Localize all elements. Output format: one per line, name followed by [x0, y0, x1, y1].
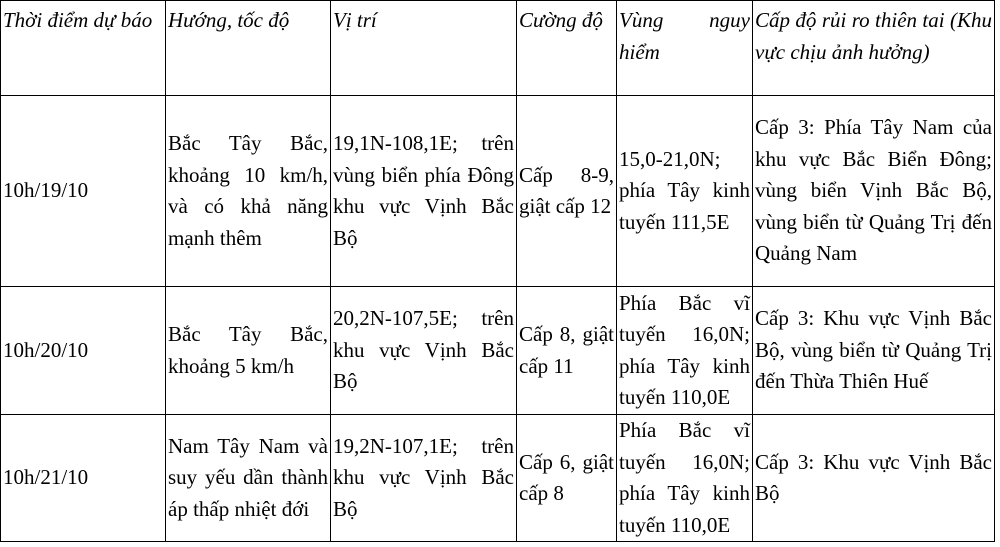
table-row [1, 415, 995, 542]
cell-risk-level: Cấp 3: Khu vực Vịnh Bắc Bộ [753, 415, 995, 542]
table-row [1, 287, 995, 415]
cell-intensity: Cấp 8, giật cấp 11 [517, 287, 617, 415]
cell-direction: Bắc Tây Bắc, khoảng 5 km/h [166, 287, 331, 415]
table-row [1, 96, 995, 287]
header-intensity: Cường độ [517, 1, 617, 96]
cell-danger-zone: 15,0-21,0N; phía Tây kinh tuyến 111,5E [617, 96, 753, 287]
cell-time: 10h/21/10 [1, 415, 166, 542]
cell-direction: Bắc Tây Bắc, khoảng 10 km/h, và có khả năng mạnh thêm [166, 96, 331, 287]
header-risk-level: Cấp độ rủi ro thiên tai (Khu vực chịu ảnh hưởng) [753, 1, 995, 96]
cell-direction: Nam Tây Nam và suy yếu dần thành áp thấp nhiệt đới [166, 415, 331, 542]
cell-time: 10h/19/10 [1, 96, 166, 287]
header-position: Vị trí [331, 1, 517, 96]
cell-risk-level: Cấp 3: Phía Tây Nam của khu vực Bắc Biển Đông; vùng biển Vịnh Bắc Bộ, vùng biển từ Quảng Trị đến Quảng Nam [753, 96, 995, 287]
cell-position: 19,2N-107,1E; trên khu vực Vịnh Bắc Bộ [331, 415, 517, 542]
header-danger-zone: Vùng nguy hiểm [617, 1, 753, 96]
cell-intensity: Cấp 8-9, giật cấp 12 [517, 96, 617, 287]
cell-risk-level: Cấp 3: Khu vực Vịnh Bắc Bộ, vùng biển từ Quảng Trị đến Thừa Thiên Huế [753, 287, 995, 415]
header-direction-speed: Hướng, tốc độ [166, 1, 331, 96]
cell-danger-zone: Phía Bắc vĩ tuyến 16,0N; phía Tây kinh tuyến 110,0E [617, 415, 753, 542]
cell-time: 10h/20/10 [1, 287, 166, 415]
cell-position: 19,1N-108,1E; trên vùng biển phía Đông khu vực Vịnh Bắc Bộ [331, 96, 517, 287]
cell-danger-zone: Phía Bắc vĩ tuyến 16,0N; phía Tây kinh tuyến 110,0E [617, 287, 753, 415]
cell-intensity: Cấp 6, giật cấp 8 [517, 415, 617, 542]
cell-position: 20,2N-107,5E; trên khu vực Vịnh Bắc Bộ [331, 287, 517, 415]
header-forecast-time: Thời điểm dự báo [1, 1, 166, 96]
table-header-row [1, 1, 995, 96]
